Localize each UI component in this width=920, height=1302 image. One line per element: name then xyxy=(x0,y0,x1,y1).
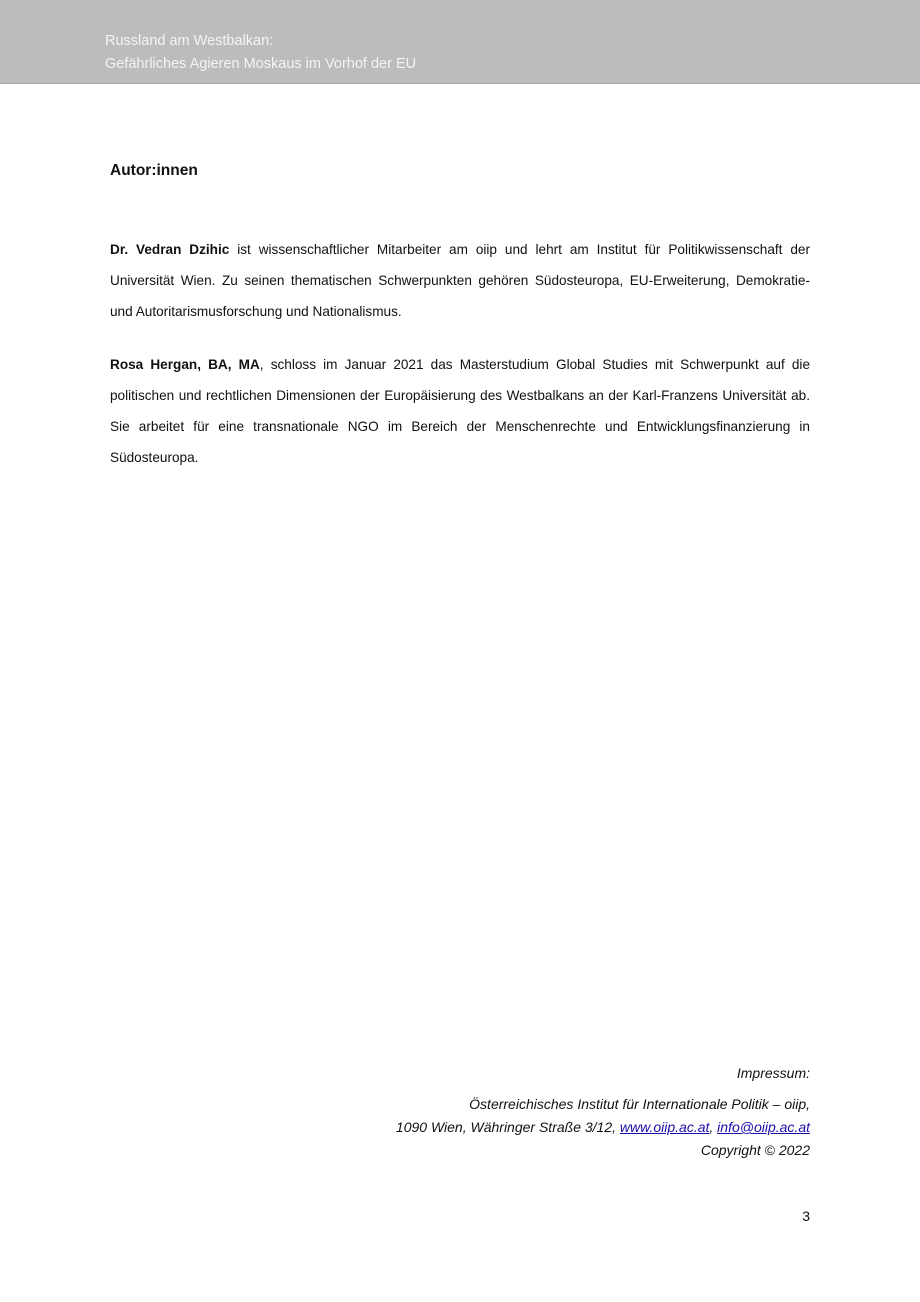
header-title-line1: Russland am Westbalkan: xyxy=(105,33,274,49)
impressum-label: Impressum: xyxy=(736,1065,810,1081)
email-link[interactable]: info@oiip.ac.at xyxy=(717,1119,810,1135)
author-name: Dr. Vedran Dzihic xyxy=(110,242,230,257)
section-title: Autor:innen xyxy=(110,162,198,179)
website-link[interactable]: www.oiip.ac.at xyxy=(619,1119,710,1135)
author-description: , schloss im Januar 2021 das Masterstudium Global Studies mit Schwerpunkt auf die politischen und rechtlichen Dimensionen der Europäisierung des Westbalkans an der Karl-Franzens Universität ab. Sie arbeitet für eine transnationale NGO im Bereich der Menschenrechte und Entwicklungsfinanzierung in Südosteuropa. xyxy=(110,357,811,465)
impressum-institute: Österreichisches Institut für Internationale Politik – oiip, xyxy=(469,1096,810,1112)
impressum-address-line xyxy=(396,1116,810,1139)
running-header xyxy=(0,0,920,84)
page-number: 3 xyxy=(802,1208,810,1224)
impressum-copyright: Copyright © 2022 xyxy=(700,1142,810,1158)
author-bio xyxy=(110,234,810,327)
author-name: Rosa Hergan, BA, MA xyxy=(110,357,260,372)
impressum-address: 1090 Wien, Währinger Straße 3/12, xyxy=(395,1119,620,1135)
link-separator: , xyxy=(709,1119,718,1135)
header-title-line2: Gefährliches Agieren Moskaus im Vorhof der EU xyxy=(105,56,417,72)
author-description: ist wissenschaftlicher Mitarbeiter am oiip und lehrt am Institut für Politikwissenschaft der Universität Wien. Zu seinen thematischen Schwerpunkten gehören Südosteuropa, EU-Erweiterung, Demokratie- und Autoritarismusforschung und Nationalismus. xyxy=(110,242,810,319)
impressum-block xyxy=(396,1093,810,1162)
author-bio xyxy=(110,349,810,473)
